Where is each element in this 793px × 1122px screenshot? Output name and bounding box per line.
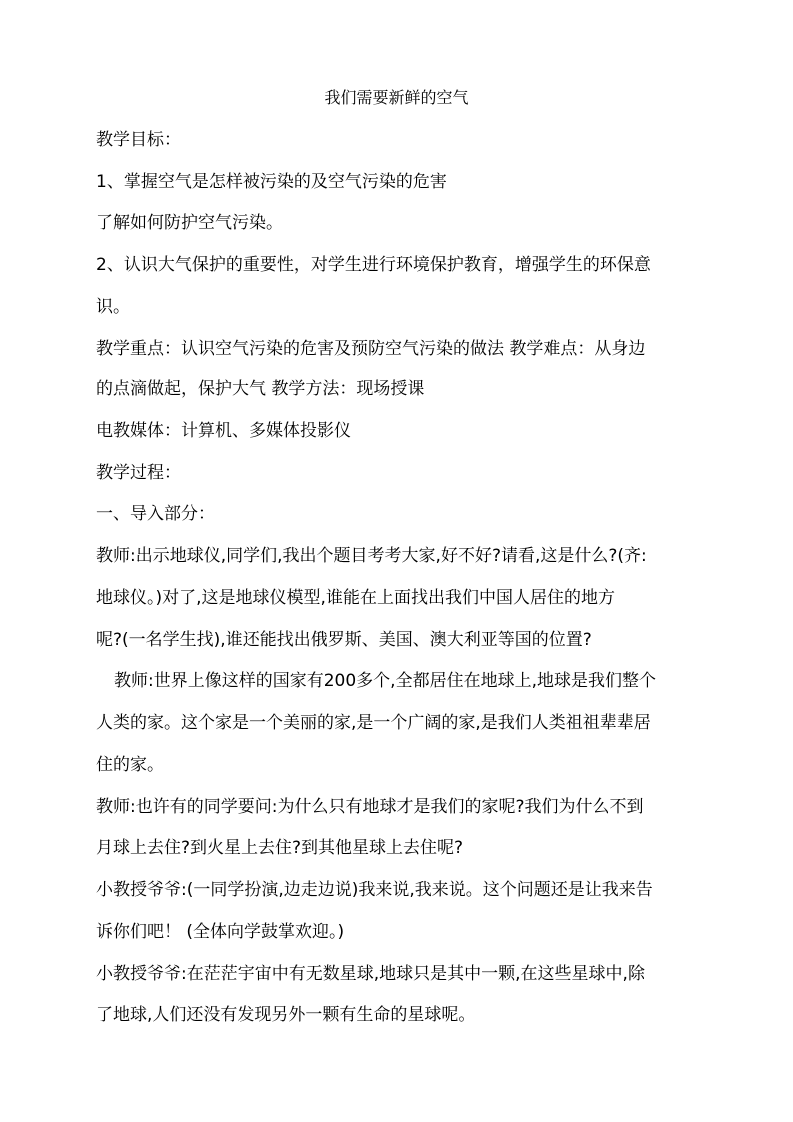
paragraph-line: 电教媒体：计算机、多媒体投影仪 (96, 421, 351, 441)
paragraph-line: 教师:出示地球仪,同学们,我出个题目考考大家,好不好?请看,这是什么?(齐: (96, 546, 647, 566)
document-title: 我们需要新鲜的空气 (324, 88, 469, 107)
paragraph-line: 了地球,人们还没有发现另外一颗有生命的星球呢。 (96, 1005, 476, 1025)
paragraph-line: 住的家。 (96, 755, 164, 775)
paragraph-line: 地球仪。)对了,这是地球仪模型,谁能在上面找出我们中国人居住的地方 (96, 588, 615, 608)
paragraph-line: 的点滴做起，保护大气 教学方法：现场授课 (96, 379, 425, 399)
section-heading-objectives: 教学目标： (96, 130, 181, 150)
paragraph-line: 了解如何防护空气污染。 (96, 213, 283, 233)
paragraph-line: 教学重点：认识空气污染的危害及预防空气污染的做法 教学难点：从身边 (96, 339, 646, 359)
paragraph-line: 1、掌握空气是怎样被污染的及空气污染的危害 (96, 172, 447, 192)
section-heading-intro: 一、导入部分： (96, 504, 215, 524)
paragraph-line: 小教授爷爷:(一同学扮演,边走边说)我来说,我来说。这个问题还是让我来告 (96, 880, 653, 900)
paragraph-line: 人类的家。这个家是一个美丽的家,是一个广阔的家,是我们人类祖祖辈辈居 (96, 713, 651, 733)
paragraph-line: 诉你们吧！ (全体向学鼓掌欢迎。) (96, 922, 345, 942)
paragraph-line: 小教授爷爷:在茫茫宇宙中有无数星球,地球只是其中一颗,在这些星球中,除 (96, 964, 645, 984)
paragraph-line: 教师:世界上像这样的国家有200多个,全都居住在地球上,地球是我们整个 (114, 671, 656, 691)
paragraph-line: 呢?(一名学生找),谁还能找出俄罗斯、美国、澳大利亚等国的位置? (96, 630, 592, 650)
paragraph-line: 2、认识大气保护的重要性，对学生进行环境保护教育，增强学生的环保意 (96, 255, 651, 275)
paragraph-line: 教师:也许有的同学要问:为什么只有地球才是我们的家呢?我们为什么不到 (96, 797, 644, 817)
paragraph-line: 识。 (96, 297, 130, 317)
paragraph-line: 月球上去住?到火星上去住?到其他星球上去住呢? (96, 838, 464, 858)
section-heading-process: 教学过程： (96, 463, 181, 483)
